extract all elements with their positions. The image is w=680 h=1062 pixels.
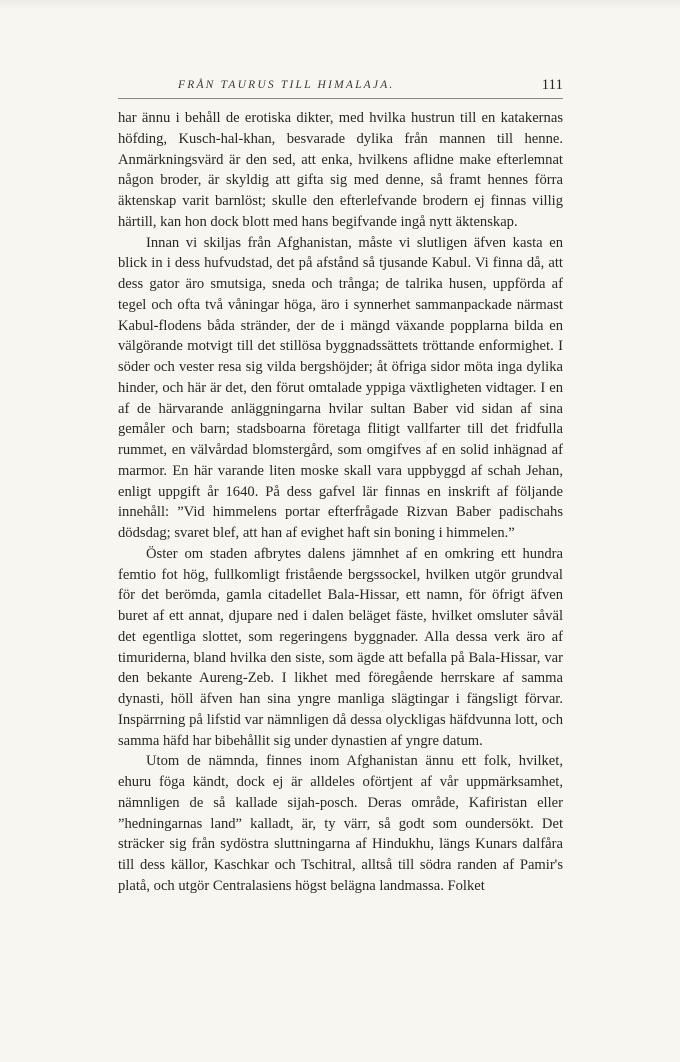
paragraph-3: Öster om staden afbrytes dalens jämnhet af en omkring ett hundra femtio fot hög, fullkomligt fristående bergssockel, hvilken utgör grundval för det berömda, gamla citadellet Bala-Hissar, ett namn, för öfrigt äfven buret af ett annat, djupare ned i dalen beläget fäste, hvilket omsluter såväl det egentliga slottet, som regeringens byggnader. Alla dessa verk äro af timuriderna, bland hvilka den siste, som ägde att befalla på Bala-Hissar, var den bekante Aureng-Zeb. I likhet med föregående herrskare af samma dynasti, höll äfven han sina yngre manliga slägtingar i fängsligt förvar. Inspärrning på lifstid var nämnligen då dessa olyckligas häfdvunna lott, och samma häfd har bibehållit sig under dynastien af yngre datum. (118, 545, 563, 749)
page-number: 111 (541, 77, 563, 93)
page-top-edge (0, 0, 680, 10)
page-header (118, 75, 563, 101)
header-rule (118, 98, 563, 99)
paragraph-2: Innan vi skiljas från Afghanistan, måste vi slutligen äfven kasta en blick in i dess hufvudstad, det på afstånd så tjusande Kabul. Vi finna då, att dess gator äro smutsiga, sneda och trånga; de talrika husen, uppförda af tegel och ofta två våningar höga, äro i synnerhet sammanpackade närmast Kabul-flodens båda stränder, der de i mängd växande popplarna bilda en välgörande motvigt till det stillösa byggnadssättets tröttande enformighet. I söder och vester resa sig vilda bergshöjder; åt öfriga sidor möta inga dylika hinder, och här är det, den förut omtalade yppiga växtligheten vidtager. I en af de härvarande anläggningarna hvilar sultan Baber vid sidan af sina gemåler och barn; stadsboarna företaga flitigt vallfarter till det fridfulla rummet, en välvårdad blomstergård, som omgifves af en solid inhägnad af marmor. En här varande liten moske skall vara uppbyggd af schah Jehan, enligt uppgift år 1640. På dess gafvel lär finnas en inskrift af följande innehåll: ”Vid himmelens portar efterfrågade Rizvan Baber padischahs dödsdag; svaret blef, att han af evighet haft sin boning i himmelen.” (118, 234, 563, 541)
body-text (118, 108, 563, 897)
paragraph-4: Utom de nämnda, finnes inom Afghanistan ännu ett folk, hvilket, ehuru föga kändt, dock ej är alldeles oförtjent af vår uppmärksamhet, nämnligen de så kallade sijah-posch. Deras område, Kafiristan eller ”hedningarnas land” kalladt, är, ty värr, så godt som oundersökt. Det sträcker sig från sydöstra sluttningarna af Hindukhu, längs Kunars dalfåra till dess källor, Kaschkar och Tschitral, alltså till södra randen af Pamir's platå, och utgör Centralasiens högst belägna landmassa. Folket (118, 753, 563, 894)
paragraph-1: har ännu i behåll de erotiska dikter, med hvilka hustrun till en katakernas höfding, Kusch-hal-khan, besvarade dylika från mannen till henne. Anmärkningsvärd är den sed, att enka, hvilkens aflidne make efterlemnat någon broder, är skyldig att gifta sig med denne, så framt hennes förra äktenskap varit barnlöst; skulle den efterlefvande brodern ej finnas villig härtill, kan hon dock blott med hans begifvande ingå nytt äktenskap. (118, 110, 563, 230)
running-title: FRÅN TAURUS TILL HIMALAJA. (178, 79, 395, 91)
